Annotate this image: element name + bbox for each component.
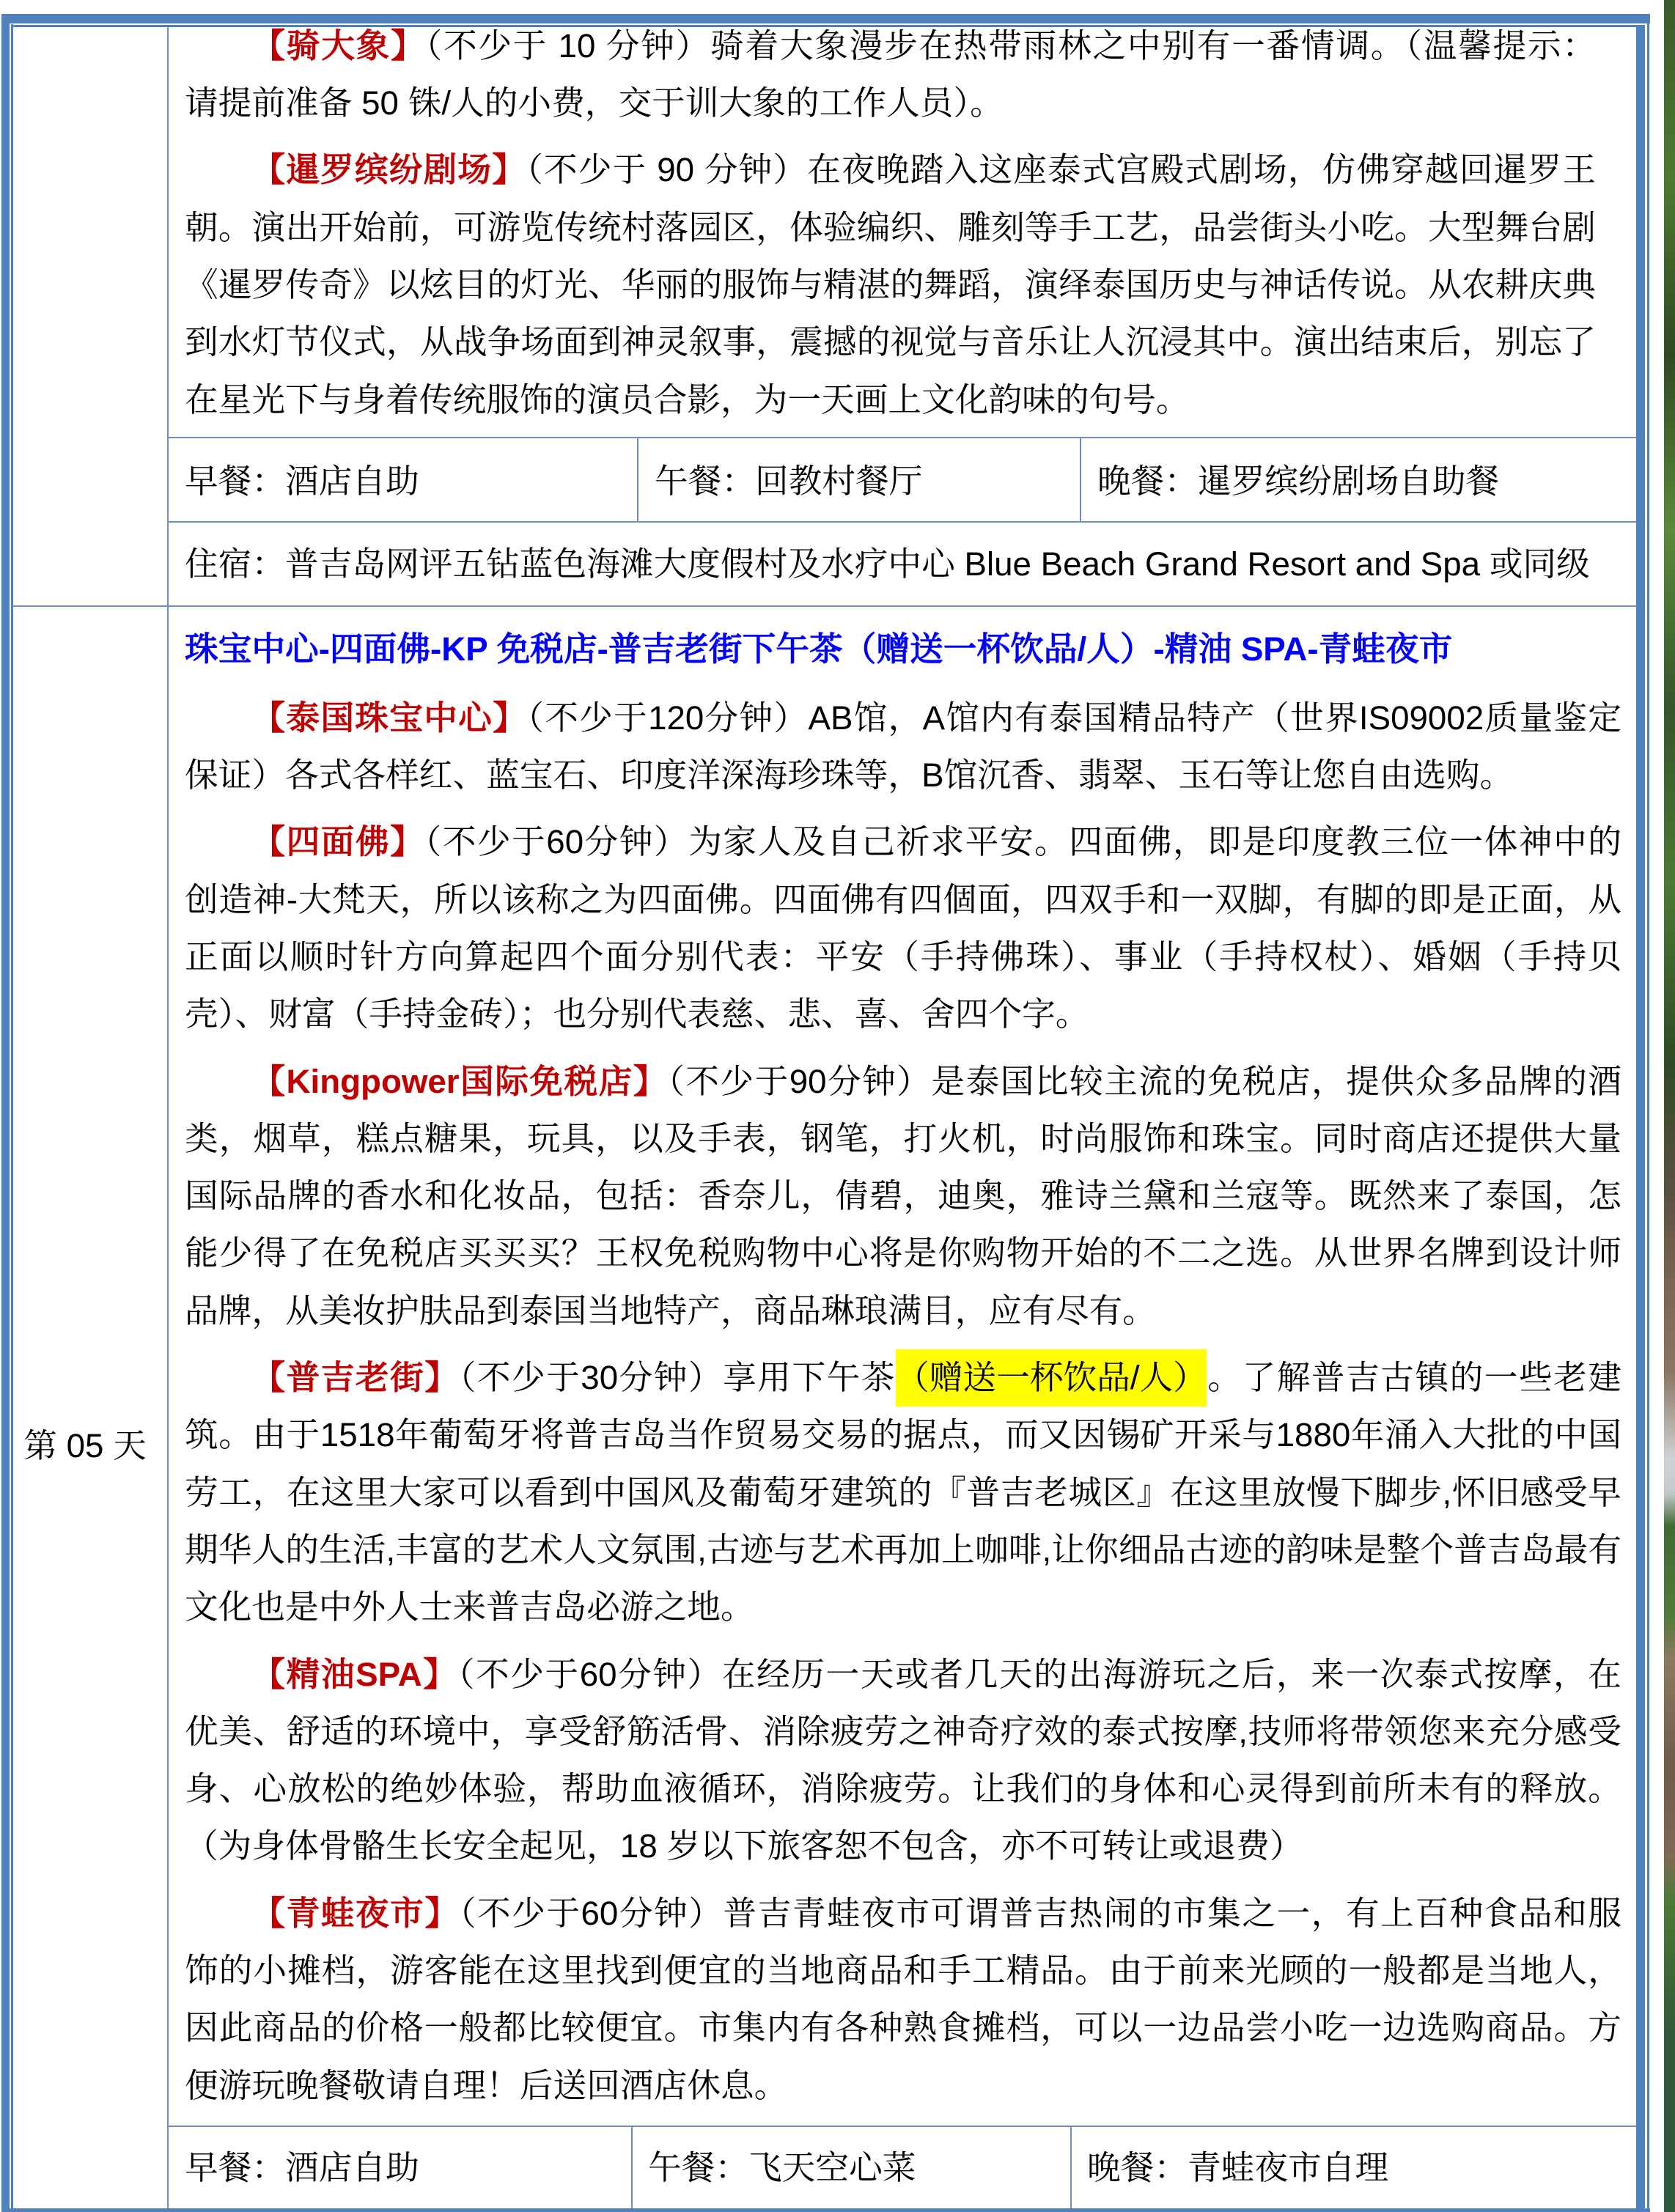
text-line: 到水灯节仪式，从战争场面到神灵叙事，震撼的视觉与音乐让人沉浸其中。演出结束后，别忘了 <box>185 323 1596 361</box>
text-line: 能少得了在免税店买买买？王权免税购物中心将是你购物开始的不二之选。从世界名牌到设计师 <box>185 1234 1621 1272</box>
activity-text: 。了解普吉古镇的一些老建 <box>1206 1359 1622 1397</box>
text-line <box>185 141 1596 199</box>
activity-text: （不少于60分钟）普吉青蛙夜市可谓普吉热闹的市集之一，有上百种食品和服 <box>459 1894 1622 1932</box>
activity-essential-oil-spa <box>185 1646 1621 1876</box>
text-line: 类，烟草，糕点糖果，玩具，以及手表，钢笔，打火机，时尚服饰和珠宝。同时商店还提供大量 <box>185 1119 1621 1157</box>
text-line <box>185 1349 1621 1407</box>
text-line: 身、心放松的绝妙体验，帮助血液循环，消除疲劳。让我们的身体和心灵得到前所未有的释放。 <box>185 1770 1621 1808</box>
meal-lunch: 午餐：回教村餐厅 <box>655 462 923 500</box>
row-divider-accommodation-top <box>169 521 1636 523</box>
activity-heading: 【骑大象】 <box>251 26 426 64</box>
meal-divider <box>637 438 638 521</box>
text-line: 创造神-大梵天，所以该称之为四面佛。四面佛有四個面，四双手和一双脚，有脚的即是正面，从 <box>185 880 1621 918</box>
activity-text: （不少于 10 分钟）骑着大象漫步在热带雨林之中别有一番情调。（温馨提示： <box>425 26 1596 64</box>
activity-four-faced-buddha <box>185 814 1621 1043</box>
day-title: 珠宝中心-四面佛-KP 免税店-普吉老街下午茶（赠送一杯饮品/人）-精油 SPA-青蛙夜市 <box>185 630 1453 668</box>
day4-activities <box>185 18 1596 429</box>
text-line: 饰的小摊档，游客能在这里找到便宜的当地商品和手工精品。由于前来光顾的一般都是当地人， <box>185 1952 1621 1990</box>
meal-divider <box>1070 2127 1072 2208</box>
text-line: 文化也是中外人士来普吉岛必游之地。 <box>185 1588 754 1626</box>
row-divider-meals-top <box>169 437 1636 438</box>
meal-dinner: 晚餐：暹罗缤纷剧场自助餐 <box>1097 462 1500 500</box>
meal-divider <box>631 2127 633 2208</box>
text-line: 朝。演出开始前，可游览传统村落园区，体验编织、雕刻等手工艺，品尝街头小吃。大型舞台剧 <box>185 208 1596 246</box>
text-line: 正面以顺时针方向算起四个面分别代表：平安（手持佛珠）、事业（手持权杖）、婚姻（手持贝 <box>185 937 1621 976</box>
text-line: （为身体骨骼生长安全起见，18 岁以下旅客恕不包含，亦不可转让或退费） <box>185 1827 1303 1865</box>
row-divider-day5-meals-top <box>169 2126 1636 2127</box>
text-line: 保证）各式各样红、蓝宝石、印度洋深海珍珠等，B馆沉香、翡翠、玉石等让您自由选购。 <box>185 756 1514 795</box>
activity-text: （不少于60分钟）在经历一天或者几天的出海游玩之后，来一次泰式按摩，在 <box>457 1655 1621 1693</box>
activity-kingpower-duty-free <box>185 1053 1621 1340</box>
meal-breakfast: 早餐：酒店自助 <box>185 2149 419 2186</box>
activity-text: （不少于60分钟）为家人及自己祈求平安。四面佛，即是印度教三位一体神中的 <box>424 823 1622 861</box>
row-border-bottom <box>1 2208 1650 2212</box>
text-line: 筑。由于1518年葡萄牙将普吉岛当作贸易交易的据点，而又因锡矿开采与1880年涌入大批的中国 <box>185 1416 1621 1454</box>
text-line <box>185 690 1621 747</box>
row-divider-day5-top <box>13 605 1636 607</box>
frame-border-left-thick <box>1 14 10 2212</box>
frame-border-left-thin <box>11 24 13 2212</box>
text-line <box>185 814 1621 871</box>
accommodation: 住宿：普吉岛网评五钻蓝色海滩大度假村及水疗中心 Blue Beach Grand Resort and Spa 或同级 <box>185 545 1590 583</box>
meal-dinner: 晚餐：青蛙夜市自理 <box>1087 2149 1389 2186</box>
frame-border-right-thin <box>1647 14 1649 2212</box>
day-column-divider <box>167 27 169 2208</box>
activity-text: （不少于120分钟）AB馆，A馆内有泰国精品特产（世界IS09002质量鉴定 <box>527 698 1621 737</box>
activity-heading: 【泰国珠宝中心】 <box>251 698 528 737</box>
frame-border-right-thick <box>1636 25 1645 2212</box>
activity-text: （不少于90分钟）是泰国比较主流的免税店，提供众多品牌的酒 <box>667 1062 1622 1100</box>
text-line: 因此商品的价格一般都比较便宜。市集内有各种熟食摊档，可以一边品尝小吃一边选购商品。方 <box>185 2009 1621 2047</box>
activity-elephant-ride <box>185 18 1596 133</box>
text-line: 便游玩晚餐敬请自理！后送回酒店休息。 <box>185 2066 788 2104</box>
text-line: 期华人的生活,丰富的艺术人文氛围,古迹与艺术再加上咖啡,让你细品古迹的韵味是整个普吉岛最有 <box>185 1530 1621 1568</box>
activity-frog-night-market <box>185 1885 1621 2115</box>
activity-siam-theater <box>185 141 1596 428</box>
activity-heading: 【Kingpower国际免税店】 <box>251 1062 668 1100</box>
text-line <box>185 1885 1621 1942</box>
text-line: 劳工，在这里大家可以看到中国风及葡萄牙建筑的『普吉老城区』在这里放慢下脚步,怀旧感受早 <box>185 1473 1621 1511</box>
meal-breakfast: 早餐：酒店自助 <box>185 462 419 500</box>
activity-heading: 【暹罗缤纷剧场】 <box>251 151 526 189</box>
text-line: 壳）、财富（手持金砖）；也分别代表慈、悲、喜、舍四个字。 <box>185 995 1089 1033</box>
text-line: 优美、舒适的环境中，享受舒筋活骨、消除疲劳之神奇疗效的泰式按摩,技师将带领您来充分感受 <box>185 1712 1621 1750</box>
background-photo-strip <box>1664 0 1675 2212</box>
text-line: 请提前准备 50 铢/人的小费，交于训大象的工作人员）。 <box>185 84 1004 122</box>
activity-jewelry-center <box>185 690 1621 805</box>
text-line: 品牌，从美妆护肤品到泰国当地特产，商品琳琅满目，应有尽有。 <box>185 1291 1156 1330</box>
activity-phuket-old-town <box>185 1349 1621 1636</box>
day5-activities <box>185 621 1621 2115</box>
text-line <box>185 1646 1621 1703</box>
day-label: 第 05 天 <box>23 1427 147 1464</box>
activity-heading: 【精油SPA】 <box>251 1655 458 1693</box>
text-line: 在星光下与身着传统服饰的演员合影，为一天画上文化韵味的句号。 <box>185 380 1190 419</box>
text-line: 《暹罗传奇》以炫目的灯光、华丽的服饰与精湛的舞蹈，演绎泰国历史与神话传说。从农耕庆典 <box>185 266 1596 304</box>
text-line <box>185 1053 1621 1110</box>
activity-heading: 【四面佛】 <box>251 823 425 861</box>
activity-heading: 【普吉老街】 <box>251 1359 460 1397</box>
text-line: 国际品牌的香水和化妆品，包括：香奈儿，倩碧，迪奥，雅诗兰黛和兰寇等。既然来了泰国，怎 <box>185 1177 1621 1215</box>
activity-heading: 【青蛙夜市】 <box>251 1894 460 1932</box>
text-line <box>185 18 1596 75</box>
activity-text: （不少于 90 分钟）在夜晚踏入这座泰式宫殿式剧场，仿佛穿越回暹罗王 <box>526 151 1597 189</box>
activity-text: （不少于30分钟）享用下午茶 <box>459 1359 897 1397</box>
highlighted-gift-note: （赠送一杯饮品/人） <box>896 1349 1207 1407</box>
meal-lunch: 午餐：飞天空心菜 <box>648 2149 916 2186</box>
meal-divider <box>1080 438 1081 521</box>
